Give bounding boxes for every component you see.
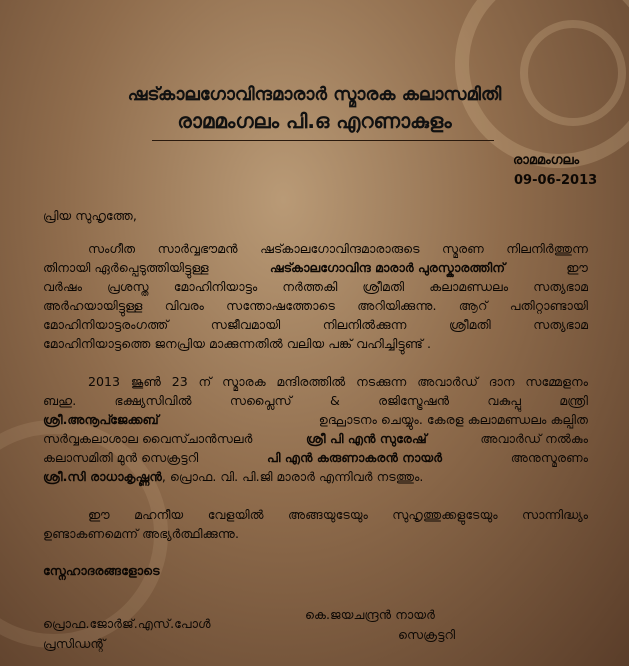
para1-text: തിനായി ഏർപ്പെടുത്തിയിട്ടുള്ള: [43, 260, 209, 275]
para1-line: സംഗീത സാർവ്വഭൗമൻ ഷട്കാലഗോവിന്ദമാരാരുടെ സ്മരണ നിലനിർത്തുന്ന: [88, 241, 588, 256]
para1-line: അർഹയായിട്ടുള്ള വിവരം സന്തോഷത്തോടെ അറിയിക്കുന്നു. ആറ് പതിറ്റാണ്ടായി: [43, 298, 588, 313]
para1-line: [43, 262, 588, 275]
closing: സ്നേഹാദരങ്ങളോടെ: [43, 563, 160, 578]
para3-line: ഉണ്ടാകണമെന്ന് അഭ്യർത്ഥിക്കുന്നു.: [43, 526, 239, 541]
letterhead-title: ഷട്കാലഗോവിന്ദമാരാർ സ്മാരക കലാസമിതി: [127, 84, 502, 105]
letter-date: 09-06-2013: [514, 173, 598, 188]
para2-line: [43, 414, 588, 427]
letter-place: രാമമംഗലം: [513, 153, 580, 168]
para3-line: ഈ മഹനീയ വേളയിൽ അങ്ങയുടേയും സുഹൃത്തുക്കളുടേയും സാന്നിദ്ധ്യം: [88, 507, 588, 522]
para2-line: 2013 ജൂൺ 23 ന് സ്മാരക മന്ദിരത്തിൽ നടക്കുന്ന അവാർഡ് ദാന സമ്മേളനം: [88, 374, 588, 389]
para2-text: അവാർഡ് നൽകും: [480, 431, 588, 446]
minister-name: ശ്രീ.അനൂപ്ജേക്കബ്: [43, 412, 159, 427]
para2-line: [43, 471, 423, 484]
former-secretary-name: പി എൻ കരുണാകരൻ നായർ: [266, 450, 443, 465]
para2-text: അനുസ്മരണം: [510, 450, 588, 465]
salutation: പ്രിയ സുഹൃത്തേ,: [43, 208, 137, 223]
signatory-right-name: കെ.ജയചന്ദ്രൻ നായർ: [305, 607, 435, 622]
para2-text: , പ്രൊഫ. വി. പി.ജി മാരാർ എന്നിവർ നടത്തും.: [161, 469, 424, 484]
signatory-right-title: സെക്രട്ടറി: [398, 627, 456, 642]
para2-text: കലാസമിതി മുൻ സെക്രട്ടറി: [43, 450, 199, 465]
para2-text: സർവ്വകലാശാല വൈസ്ചാൻസലർ: [43, 431, 253, 446]
award-name: ഷട്കാലഗോവിന്ദ മാരാർ പുരസ്കാരത്തിന്: [269, 260, 506, 275]
letterhead-divider: [152, 140, 494, 141]
para1-text: ഈ: [566, 260, 588, 275]
para2-line: [43, 452, 588, 465]
para1-line: വർഷം പ്രശസ്ത മോഹിനിയാട്ടം നർത്തകി ശ്രീമതി കലാമണ്ഡലം സത്യഭാമ: [43, 279, 588, 294]
vice-chancellor-name: ശ്രീ പി എൻ സുരേഷ്: [306, 431, 427, 446]
signatory-left-name: പ്രൊഫ.ജോർജ്.എസ്.പോൾ: [43, 616, 211, 631]
para2-line: ബഹു. ഭക്ഷ്യസിവിൽ സപ്ലൈസ് & രജിസ്ട്രേഷൻ വകുപ്പു മന്ത്രി: [43, 393, 588, 408]
signatory-left-title: പ്രസിഡന്റ്: [43, 636, 106, 651]
speaker-name: ശ്രീ.സി രാധാകൃഷ്ണൻ: [43, 469, 162, 484]
para1-line: മോഹിനിയാട്ടരംഗത്ത് സജീവമായി നിലനിൽക്കുന്ന ശ്രീമതി സത്യഭാമ: [43, 317, 588, 332]
para2-line: [43, 433, 588, 446]
para2-text: ഉദ്ഘാടനം ചെയ്യും. കേരള കലാമണ്ഡലം കല്പിത: [318, 412, 588, 427]
para1-line: മോഹിനിയാട്ടത്തെ ജനപ്രിയ മാക്കുന്നതിൽ വലിയ പങ്ക് വഹിച്ചിട്ടുണ്ട് .: [43, 336, 431, 351]
letterhead-address: രാമമംഗലം പി.ഒ എറണാകുളം: [177, 109, 452, 133]
